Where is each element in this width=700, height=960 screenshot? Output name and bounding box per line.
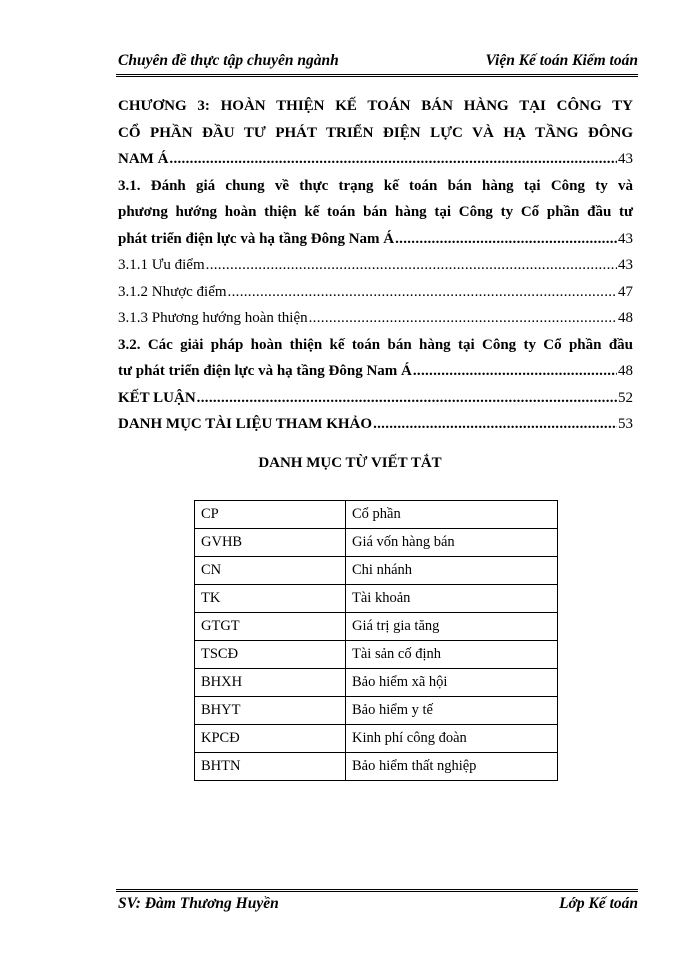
- page-header: [118, 44, 638, 70]
- meaning-cell: Tài sản cố định: [346, 641, 558, 669]
- toc-chapter3-line2: CỔ PHẦN ĐẦU TƯ PHÁT TRIỂN ĐIỆN LỰC VÀ HẠ TẦNG ĐÔNG: [118, 124, 633, 141]
- abbr-cell: BHXH: [195, 669, 346, 697]
- meaning-cell: Giá trị gia tăng: [346, 613, 558, 641]
- meaning-cell: Giá vốn hàng bán: [346, 529, 558, 557]
- toc-s313-text: 3.1.3 Phương hướng hoàn thiện: [118, 310, 308, 326]
- table-row: [195, 529, 558, 557]
- meaning-cell: Bảo hiểm y tế: [346, 697, 558, 725]
- dot-leader: [169, 146, 617, 173]
- table-row: [195, 697, 558, 725]
- meaning-cell: Kinh phí công đoàn: [346, 725, 558, 753]
- toc-s311-page: 43: [618, 257, 633, 273]
- header-rule: [116, 74, 638, 77]
- toc-s31-line3: [118, 226, 633, 253]
- table-row: [195, 753, 558, 781]
- table-row: [195, 613, 558, 641]
- toc-s311-text: 3.1.1 Ưu điểm: [118, 257, 205, 273]
- abbr-cell: CN: [195, 557, 346, 585]
- toc-chapter3-line3: [118, 146, 633, 173]
- toc-conclusion-page: 52: [618, 389, 633, 406]
- abbr-cell: CP: [195, 501, 346, 529]
- toc-s32-text: tư phát triển điện lực và hạ tầng Đông Nam Á: [118, 363, 412, 379]
- abbr-cell: BHTN: [195, 753, 346, 781]
- page-footer: [118, 892, 638, 916]
- meaning-cell: Chi nhánh: [346, 557, 558, 585]
- abbr-cell: TK: [195, 585, 346, 613]
- table-row: [195, 501, 558, 529]
- toc-s312-page: 47: [618, 283, 633, 300]
- footer-left: SV: Đàm Thương Huyền: [118, 895, 279, 912]
- dot-leader: [395, 226, 617, 253]
- toc-s312: [118, 279, 633, 306]
- toc-s31-line2: phương hướng hoàn thiện kế toán bán hàng tại Công ty Cổ phần đầu tư: [118, 204, 633, 220]
- header-right: Viện Kế toán Kiểm toán: [485, 52, 638, 69]
- toc-s31-page: 43: [618, 230, 633, 247]
- dot-leader: [197, 385, 617, 412]
- toc-s32-line1: 3.2. Các giải pháp hoàn thiện kế toán bán hàng tại Công ty Cổ phần đầu: [118, 336, 633, 353]
- table-row: [195, 557, 558, 585]
- toc-s32-page: 48: [618, 363, 633, 379]
- abbreviations-title: DANH MỤC TỪ VIẾT TẮT: [258, 455, 442, 471]
- toc-conclusion: [118, 385, 633, 412]
- toc-references: [118, 411, 633, 438]
- abbr-cell: KPCĐ: [195, 725, 346, 753]
- header-left: Chuyên đề thực tập chuyên ngành: [118, 52, 339, 69]
- toc-references-page: 53: [618, 416, 633, 432]
- toc-s31-text: phát triển điện lực và hạ tầng Đông Nam Á: [118, 230, 395, 247]
- meaning-cell: Cổ phần: [346, 501, 558, 529]
- table-row: [195, 725, 558, 753]
- abbr-cell: GTGT: [195, 613, 346, 641]
- meaning-cell: Tài khoản: [346, 585, 558, 613]
- dot-leader: [413, 358, 617, 385]
- abbr-cell: BHYT: [195, 697, 346, 725]
- footer-right: Lớp Kế toán: [559, 895, 638, 912]
- table-row: [195, 641, 558, 669]
- table-row: [195, 669, 558, 697]
- toc-s311: [118, 252, 633, 279]
- table-row: [195, 585, 558, 613]
- toc-s313-page: 48: [618, 310, 633, 326]
- dot-leader: [309, 305, 617, 332]
- toc-chapter3-line1: CHƯƠNG 3: HOÀN THIỆN KẾ TOÁN BÁN HÀNG TẠI CÔNG TY: [118, 98, 633, 114]
- table-of-contents: [118, 93, 633, 438]
- dot-leader: [206, 252, 617, 279]
- toc-s313: [118, 305, 633, 332]
- meaning-cell: Bảo hiểm xã hội: [346, 669, 558, 697]
- abbr-cell: GVHB: [195, 529, 346, 557]
- meaning-cell: Bảo hiểm thất nghiệp: [346, 753, 558, 781]
- dot-leader: [373, 411, 617, 438]
- toc-s312-text: 3.1.2 Nhược điểm: [118, 283, 227, 300]
- dot-leader: [228, 279, 617, 306]
- toc-conclusion-text: KẾT LUẬN: [118, 389, 196, 406]
- toc-s32-line2: [118, 358, 633, 385]
- abbreviations-table: [194, 500, 558, 781]
- toc-s31-line1: 3.1. Đánh giá chung về thực trạng kế toán bán hàng tại Công ty và: [118, 177, 633, 194]
- toc-chapter3-text: NAM Á: [118, 151, 169, 167]
- abbr-cell: TSCĐ: [195, 641, 346, 669]
- toc-chapter3-page: 43: [618, 151, 633, 167]
- toc-references-text: DANH MỤC TÀI LIỆU THAM KHẢO: [118, 416, 373, 432]
